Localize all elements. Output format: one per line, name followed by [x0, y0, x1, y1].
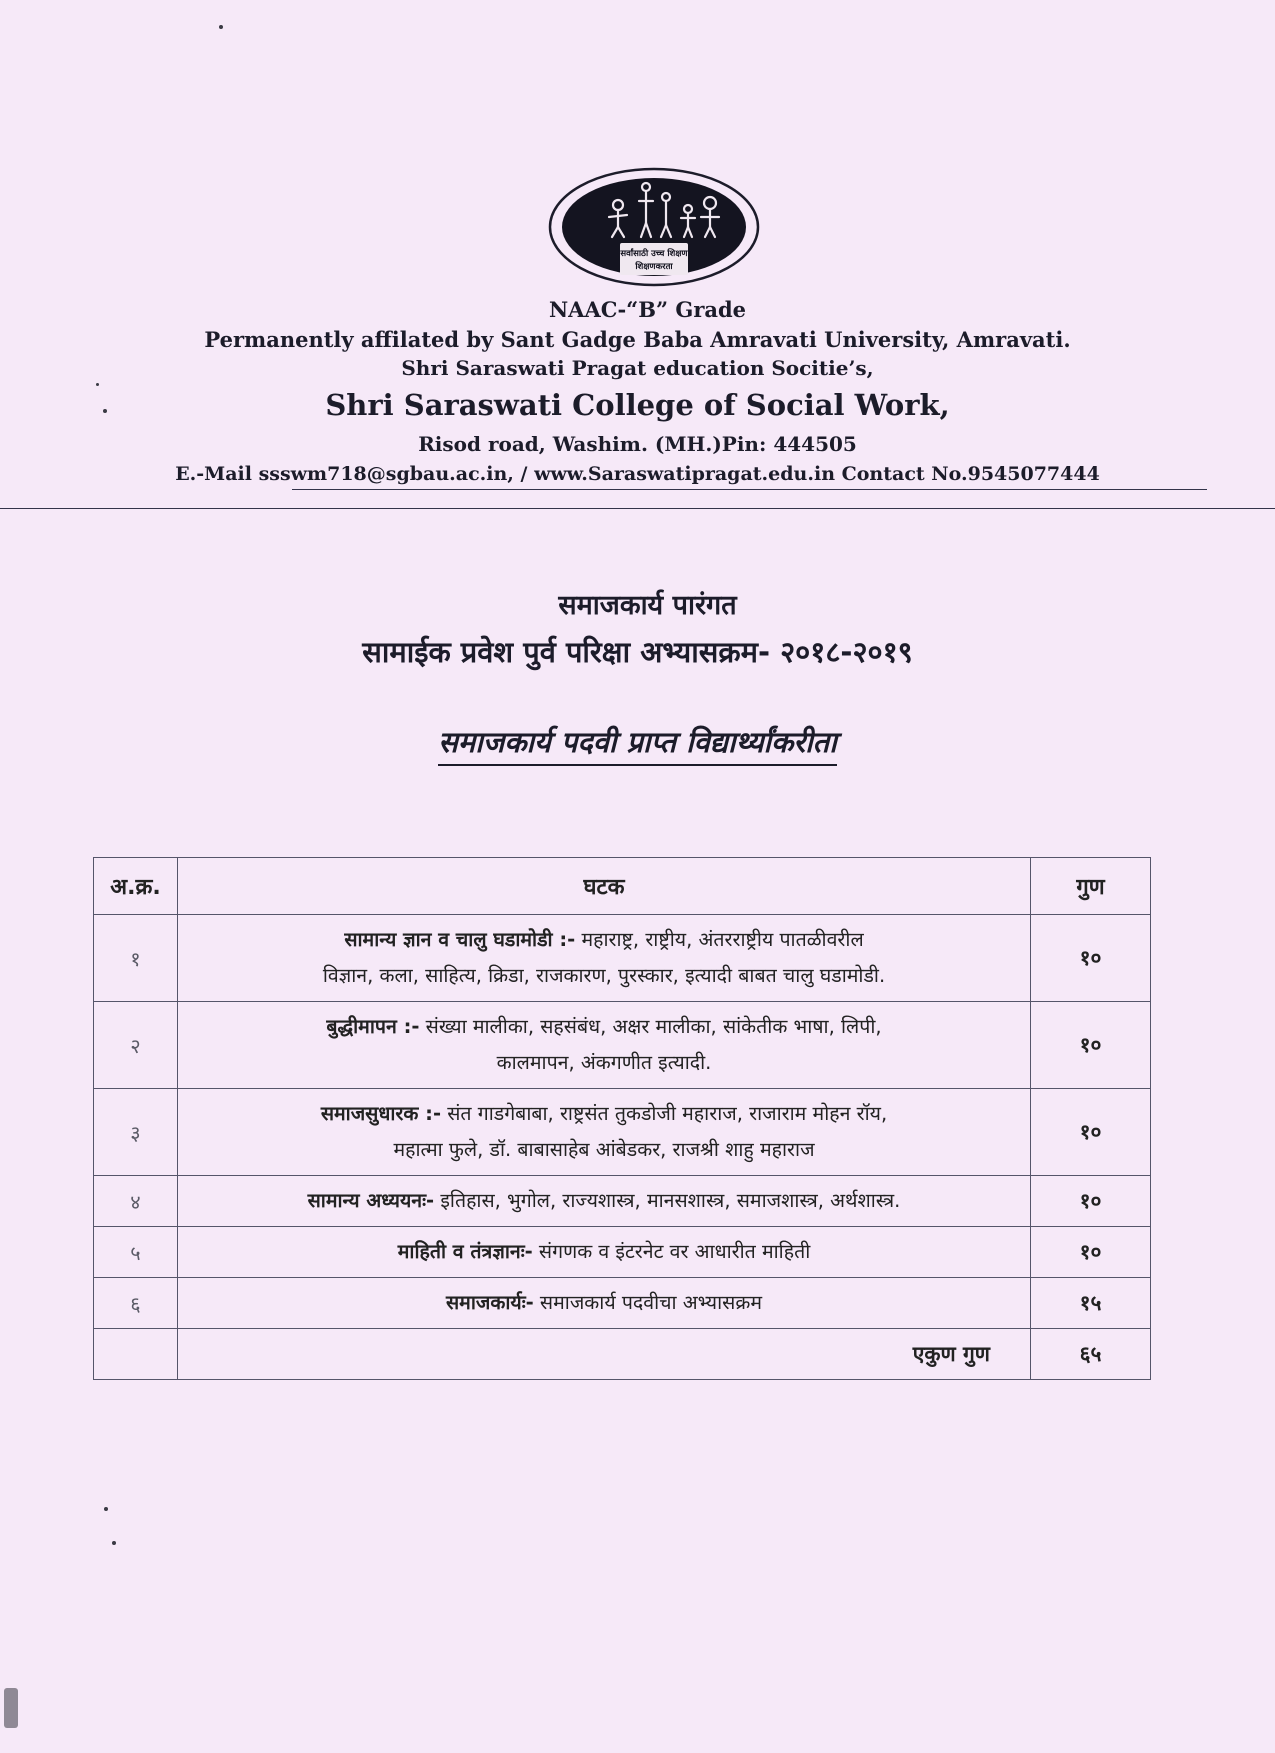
logo-text-line1: सर्वांसाठी उच्च शिक्षण — [620, 249, 688, 259]
total-marks: ६५ — [1031, 1329, 1151, 1380]
row-marks: १५ — [1031, 1278, 1151, 1329]
scan-speck — [104, 1507, 108, 1511]
document-title: समाजकार्य पारंगत — [558, 590, 737, 621]
row-heading: सामान्य अध्ययनः- — [307, 1189, 435, 1212]
college-emblem-icon — [548, 165, 760, 293]
total-row — [94, 1329, 1151, 1380]
header-component: घटक — [178, 858, 1031, 915]
row-component — [178, 915, 1031, 1002]
college-contact: E.-Mail ssswm718@sgbau.ac.in, / www.Saraswatipragat.edu.in Contact No.9545077444 — [175, 463, 1100, 485]
total-empty-cell — [94, 1329, 178, 1380]
row-component — [178, 1089, 1031, 1176]
row-heading: समाजसुधारक :- — [320, 1102, 442, 1125]
scan-speck — [219, 25, 223, 29]
scan-speck — [4, 1688, 18, 1728]
table-row — [94, 1089, 1151, 1176]
row-heading: समाजकार्यः- — [446, 1291, 534, 1314]
table-row — [94, 1227, 1151, 1278]
row-sr-no: ३ — [94, 1089, 178, 1176]
row-details: संख्या मालीका, सहसंबंध, अक्षर मालीका, सांकेतीक भाषा, लिपी, — [419, 1015, 882, 1038]
table-header-row — [94, 858, 1151, 915]
syllabus-table — [93, 857, 1151, 1380]
row-details: इतिहास, भुगोल, राज्यशास्त्र, मानसशास्त्र, समाजशास्त्र, अर्थशास्त्र. — [434, 1189, 901, 1212]
college-address: Risod road, Washim. (MH.)Pin: 444505 — [418, 432, 857, 456]
row-component — [178, 1278, 1031, 1329]
row-marks: १० — [1031, 1227, 1151, 1278]
row-details: विज्ञान, कला, साहित्य, क्रिडा, राजकारण, पुरस्कार, इत्यादी बाबत चालु घडामोडी. — [322, 964, 886, 987]
logo-text-line2: शिक्षणकरता — [635, 262, 673, 272]
row-heading: बुद्धीमापन :- — [326, 1015, 420, 1038]
table-row — [94, 915, 1151, 1002]
document-subtitle: सामाईक प्रवेश पुर्व परिक्षा अभ्यासक्रम- २०१८-२०१९ — [362, 635, 913, 669]
row-details: कालमापन, अंकगणीत इत्यादी. — [496, 1051, 712, 1074]
total-label: एकुण गुण — [178, 1329, 1031, 1380]
society-name: Shri Saraswati Pragat education Socitie’s, — [401, 356, 874, 380]
letterhead-rule — [292, 489, 1207, 490]
row-component — [178, 1176, 1031, 1227]
target-students-heading: समाजकार्य पदवी प्राप्त विद्यार्थ्यांकरीता — [438, 722, 836, 766]
naac-grade: NAAC-“B” Grade — [548, 297, 747, 322]
row-component — [178, 1227, 1031, 1278]
row-details: संगणक व इंटरनेट वर आधारीत माहिती — [532, 1240, 811, 1263]
row-marks: १० — [1031, 1089, 1151, 1176]
row-marks: १० — [1031, 1002, 1151, 1089]
table-row — [94, 1278, 1151, 1329]
row-sr-no: ६ — [94, 1278, 178, 1329]
row-heading: सामान्य ज्ञान व चालु घडामोडी :- — [344, 928, 576, 951]
row-marks: १० — [1031, 915, 1151, 1002]
row-sr-no: ४ — [94, 1176, 178, 1227]
row-sr-no: २ — [94, 1002, 178, 1089]
university-affiliation: Permanently affilated by Sant Gadge Baba Amravati University, Amravati. — [204, 327, 1071, 352]
header-sr-no: अ.क्र. — [94, 858, 178, 915]
scan-speck — [112, 1541, 116, 1545]
header-marks: गुण — [1031, 858, 1151, 915]
row-details: समाजकार्य पदवीचा अभ्यासक्रम — [533, 1291, 762, 1314]
row-marks: १० — [1031, 1176, 1151, 1227]
row-sr-no: १ — [94, 915, 178, 1002]
scan-speck — [96, 383, 99, 386]
college-name: Shri Saraswati College of Social Work, — [325, 388, 950, 422]
row-details: संत गाडगेबाबा, राष्ट्रसंत तुकडोजी महाराज, राजाराम मोहन रॉय, — [441, 1102, 888, 1125]
row-component — [178, 1002, 1031, 1089]
row-details: महात्मा फुले, डॉ. बाबासाहेब आंबेडकर, राजश्री शाहु महाराज — [393, 1138, 815, 1161]
table-row — [94, 1002, 1151, 1089]
row-sr-no: ५ — [94, 1227, 178, 1278]
row-heading: माहिती व तंत्रज्ञानः- — [397, 1240, 533, 1263]
table-row — [94, 1176, 1151, 1227]
row-details: महाराष्ट्र, राष्ट्रीय, अंतरराष्ट्रीय पातळीवरील — [575, 928, 864, 951]
letterhead-divider — [0, 508, 1275, 509]
